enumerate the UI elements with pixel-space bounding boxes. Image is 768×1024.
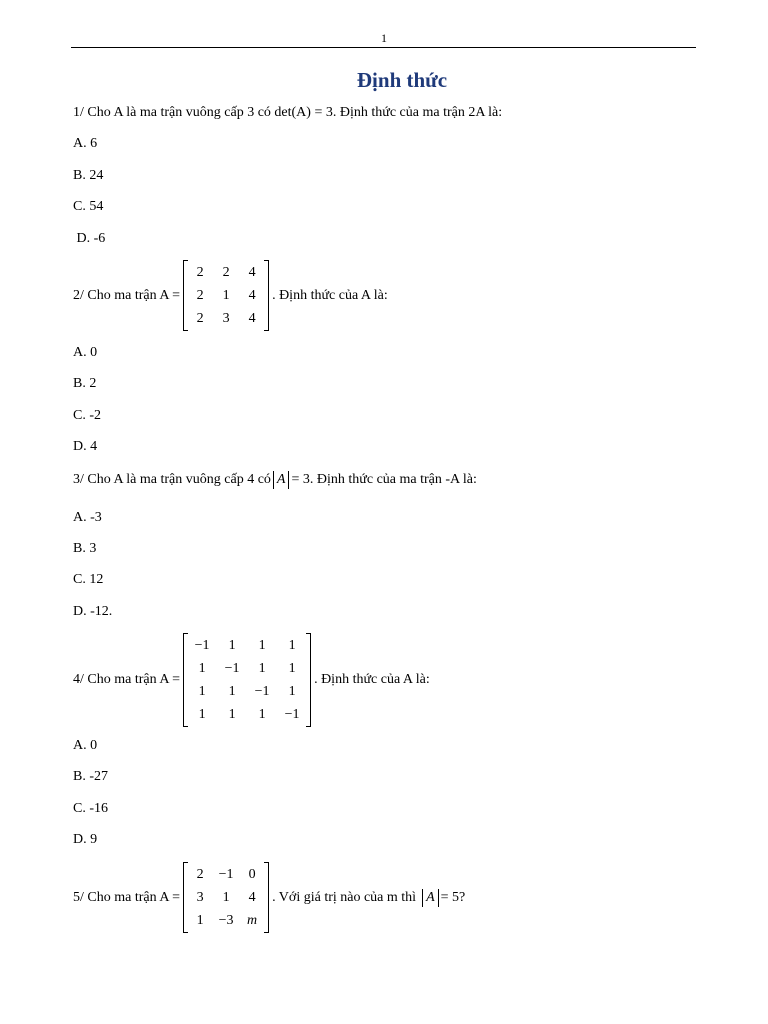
matrix-cell: 1 <box>198 707 206 722</box>
question-5-matrix <box>183 862 269 933</box>
question-2 <box>73 260 388 331</box>
matrix-cell: −1 <box>254 684 270 699</box>
question-4-option-a: A. 0 <box>73 738 98 753</box>
question-5 <box>73 862 465 933</box>
question-2-option-d: D. 4 <box>73 439 98 454</box>
question-4-matrix <box>183 633 311 727</box>
question-5-prefix: 5/ Cho ma trận A = <box>73 889 181 905</box>
document-title: Định thức <box>356 68 448 92</box>
question-4-option-b: B. -27 <box>73 769 108 784</box>
matrix-cell: 1 <box>198 661 206 676</box>
determinant-symbol: A <box>273 471 290 489</box>
matrix-cell: 2 <box>196 311 204 326</box>
question-4-suffix: . Định thức của A là: <box>314 672 430 687</box>
matrix-cell: 2 <box>222 265 230 280</box>
matrix-cell: 1 <box>198 684 206 699</box>
question-2-matrix <box>183 260 269 331</box>
matrix-cell: 3 <box>222 311 230 326</box>
question-3-option-d: D. -12. <box>73 604 113 619</box>
matrix-cell: −1 <box>284 707 300 722</box>
matrix-cell: −1 <box>224 661 240 676</box>
matrix-cell: 3 <box>196 890 204 905</box>
question-1-option-b: B. 24 <box>73 168 104 183</box>
question-1-text: 1/ Cho A là ma trận vuông cấp 3 có det(A) = 3. Định thức của ma trận 2A là: <box>73 105 503 120</box>
matrix-cell: −1 <box>194 638 210 653</box>
question-3-suffix: = 3. Định thức của ma trận -A là: <box>291 472 477 487</box>
matrix-cell: 1 <box>288 661 296 676</box>
matrix-cell: m <box>247 913 258 928</box>
matrix-cell: 4 <box>248 311 256 326</box>
matrix-cell: −1 <box>218 867 234 882</box>
matrix-cell: 0 <box>248 867 256 882</box>
matrix-cell: 1 <box>228 707 236 722</box>
matrix-cell: 2 <box>196 288 204 303</box>
question-2-option-c: C. -2 <box>73 408 101 423</box>
question-2-option-a: A. 0 <box>73 345 98 360</box>
matrix-cell: 4 <box>248 890 256 905</box>
question-1-option-a: A. 6 <box>73 136 98 151</box>
question-3-option-c: C. 12 <box>73 572 104 587</box>
page-number: 1 <box>381 31 387 45</box>
matrix-cell: 1 <box>288 684 296 699</box>
question-3-option-b: B. 3 <box>73 541 97 556</box>
header-rule <box>71 47 696 48</box>
question-4 <box>73 633 430 727</box>
matrix-cell: 4 <box>248 288 256 303</box>
question-4-option-c: C. -16 <box>73 801 108 816</box>
matrix-cell: 2 <box>196 265 204 280</box>
determinant-symbol: A <box>422 889 439 907</box>
matrix-cell: 1 <box>228 638 236 653</box>
question-3-prefix: 3/ Cho A là ma trận vuông cấp 4 có <box>73 472 271 487</box>
question-2-option-b: B. 2 <box>73 376 97 391</box>
matrix-cell: 2 <box>196 867 204 882</box>
matrix-cell: −3 <box>218 913 234 928</box>
question-3 <box>73 471 477 489</box>
matrix-cell: 1 <box>222 890 230 905</box>
question-3-option-a: A. -3 <box>73 510 102 525</box>
question-2-suffix: . Định thức của A là: <box>272 287 388 303</box>
matrix-cell: 1 <box>258 638 266 653</box>
question-5-suffix: . Với giá trị nào của m thì <box>272 889 417 905</box>
question-4-prefix: 4/ Cho ma trận A = <box>73 672 181 687</box>
matrix-cell: 4 <box>248 265 256 280</box>
matrix-cell: 1 <box>228 684 236 699</box>
matrix-cell: 1 <box>196 913 204 928</box>
question-4-option-d: D. 9 <box>73 832 98 847</box>
question-1-option-d: D. -6 <box>73 231 106 246</box>
question-2-prefix: 2/ Cho ma trận A = <box>73 287 181 303</box>
matrix-cell: 1 <box>288 638 296 653</box>
question-1-option-c: C. 54 <box>73 199 104 214</box>
question-5-tail: = 5? <box>440 889 466 905</box>
matrix-cell: 1 <box>258 661 266 676</box>
matrix-cell: 1 <box>258 707 266 722</box>
matrix-cell: 1 <box>222 288 230 303</box>
